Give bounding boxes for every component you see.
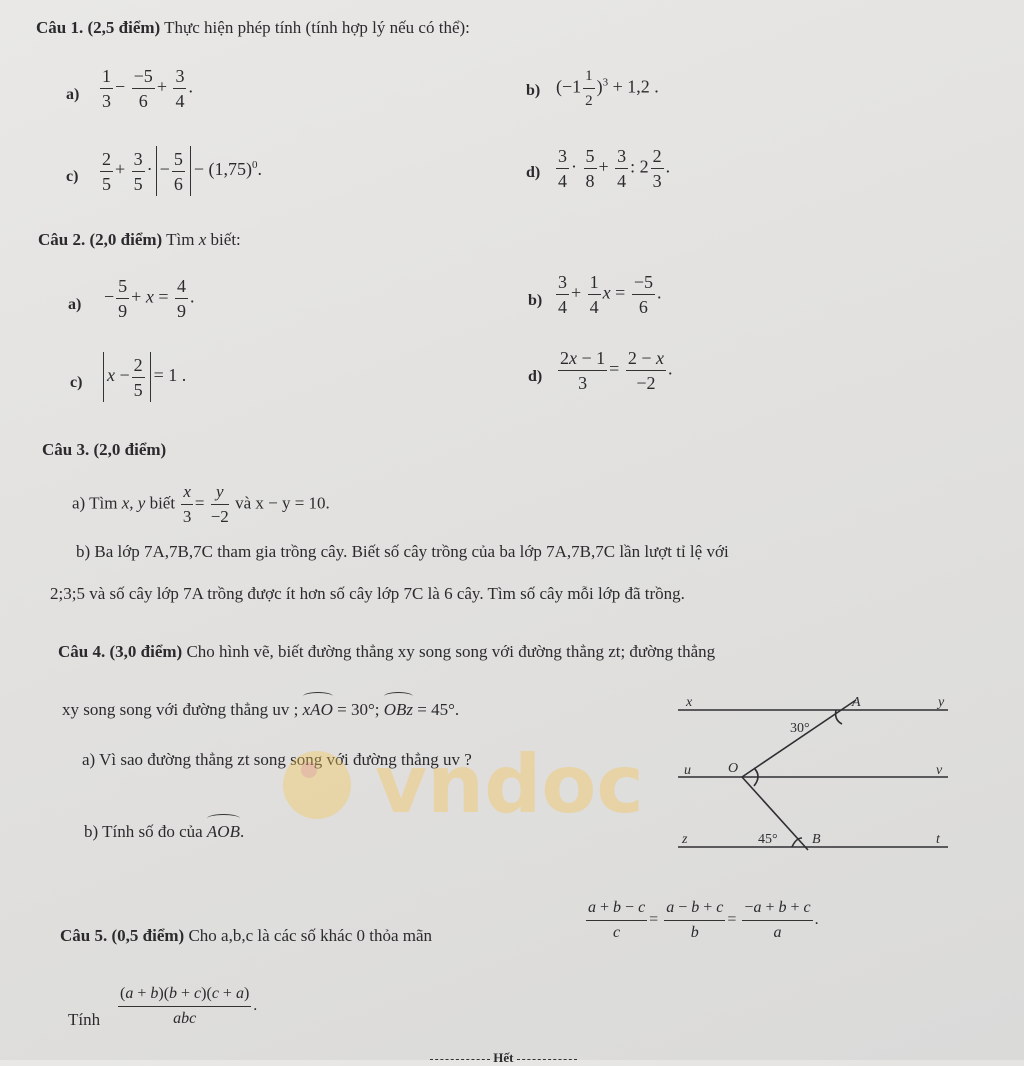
q3a-expr: a) Tìm x, y biết $\frac{x}{3}$ = $\frac{y}{-2}$ và x − y = 10.	[72, 482, 330, 526]
q2a-expr: − $\frac{5}{9}$ + x = $\frac{4}{9}$ .	[104, 276, 195, 321]
q2d-expr: $\frac{2x - 1}{3}$ = $\frac{2 - x}{-2}$ .	[560, 348, 673, 393]
q1c-label: c)	[66, 168, 79, 185]
q4a-text: a) Vì sao đường thẳng zt song song với đường thẳng uv ?	[82, 750, 472, 769]
q4b-text: b) Tính số đo của AOB.	[84, 818, 244, 842]
fig-label-B: B	[812, 832, 821, 847]
q2c-label: c)	[70, 374, 83, 391]
q1b-expr: (−1 $\frac{1}{2}$ )$^3$ + 1,2 .	[556, 68, 659, 109]
q2b-expr: $\frac{3}{4}$ + $\frac{1}{4}$ x = $\frac{-5}{6}$ .	[558, 272, 662, 317]
segment-AO	[742, 700, 856, 777]
fig-label-45: 45°	[758, 832, 778, 847]
q1-heading: Câu 1. (2,5 điểm) Thực hiện phép tính (tính hợp lý nếu có thể):	[36, 18, 470, 37]
q2c-expr: x − $\frac{2}{5}$ = 1 .	[100, 352, 186, 402]
q5-tinh: Tính	[68, 1010, 101, 1029]
fig-label-z: z	[682, 832, 688, 847]
svg-text:vndoc: vndoc	[375, 738, 644, 831]
q5-condition: $\frac{a + b - c}{c}$ = $\frac{a - b + c}{b}$ = $\frac{-a + b + c}{a}$ .	[588, 899, 819, 941]
q2-heading: Câu 2. (2,0 điểm) Tìm x biết:	[38, 230, 241, 249]
fig-label-x: x	[686, 695, 693, 710]
fig-label-u: u	[684, 763, 691, 778]
q1d-label: d)	[526, 164, 541, 181]
watermark-logo	[265, 730, 725, 840]
fig-label-A: A	[852, 695, 861, 710]
q4-line2: xy song song với đường thẳng uv ; xAO = 30°; OBz = 45°.	[62, 696, 459, 720]
q1a-label: a)	[66, 86, 80, 103]
q2a-label: a)	[68, 296, 82, 313]
q1a-expr: $\frac{1}{3}$ − $\frac{-5}{6}$ + $\frac{3}{4}$ .	[102, 66, 193, 111]
q1c-expr: $\frac{2}{5}$ + $\frac{3}{5}$ · − $\frac{5}{6}$ − $(1,75)^0$.	[98, 146, 262, 196]
q5-heading: Câu 5. (0,5 điểm) Cho a,b,c là các số khác 0 thỏa mãn	[60, 926, 433, 945]
q3-heading: Câu 3. (2,0 điểm)	[42, 440, 167, 459]
fig-label-O: O	[728, 761, 739, 776]
fig-label-t: t	[936, 832, 940, 847]
q5-expr: $\frac{(a + b)(b + c)(c + a)}{\text{abc}}$ .	[120, 985, 258, 1027]
footer-end: Hết	[430, 1050, 577, 1066]
q3b-line1: b) Ba lớp 7A,7B,7C tham gia trồng cây. Biết số cây trồng của ba lớp 7A,7B,7C lần lượt tỉ lệ với	[76, 542, 729, 561]
q3b-line2: 2;3;5 và số cây lớp 7A trồng được ít hơn số cây lớp 7C là 6 cây. Tìm số cây mỗi lớp đã trồng.	[50, 584, 685, 603]
q2d-label: d)	[528, 368, 543, 385]
fig-label-v: v	[936, 763, 943, 778]
q1b-label: b)	[526, 82, 541, 99]
q4-heading: Câu 4. (3,0 điểm) Cho hình vẽ, biết đường thẳng xy song song với đường thẳng zt; đường thẳng	[58, 642, 716, 661]
fig-label-y: y	[938, 695, 945, 710]
fig-label-30: 30°	[790, 721, 810, 736]
q1d-expr: $\frac{3}{4}$ · $\frac{5}{8}$ + $\frac{3}{4}$ : 2 $\frac{2}{3}$ .	[558, 146, 671, 191]
q2b-label: b)	[528, 292, 543, 309]
